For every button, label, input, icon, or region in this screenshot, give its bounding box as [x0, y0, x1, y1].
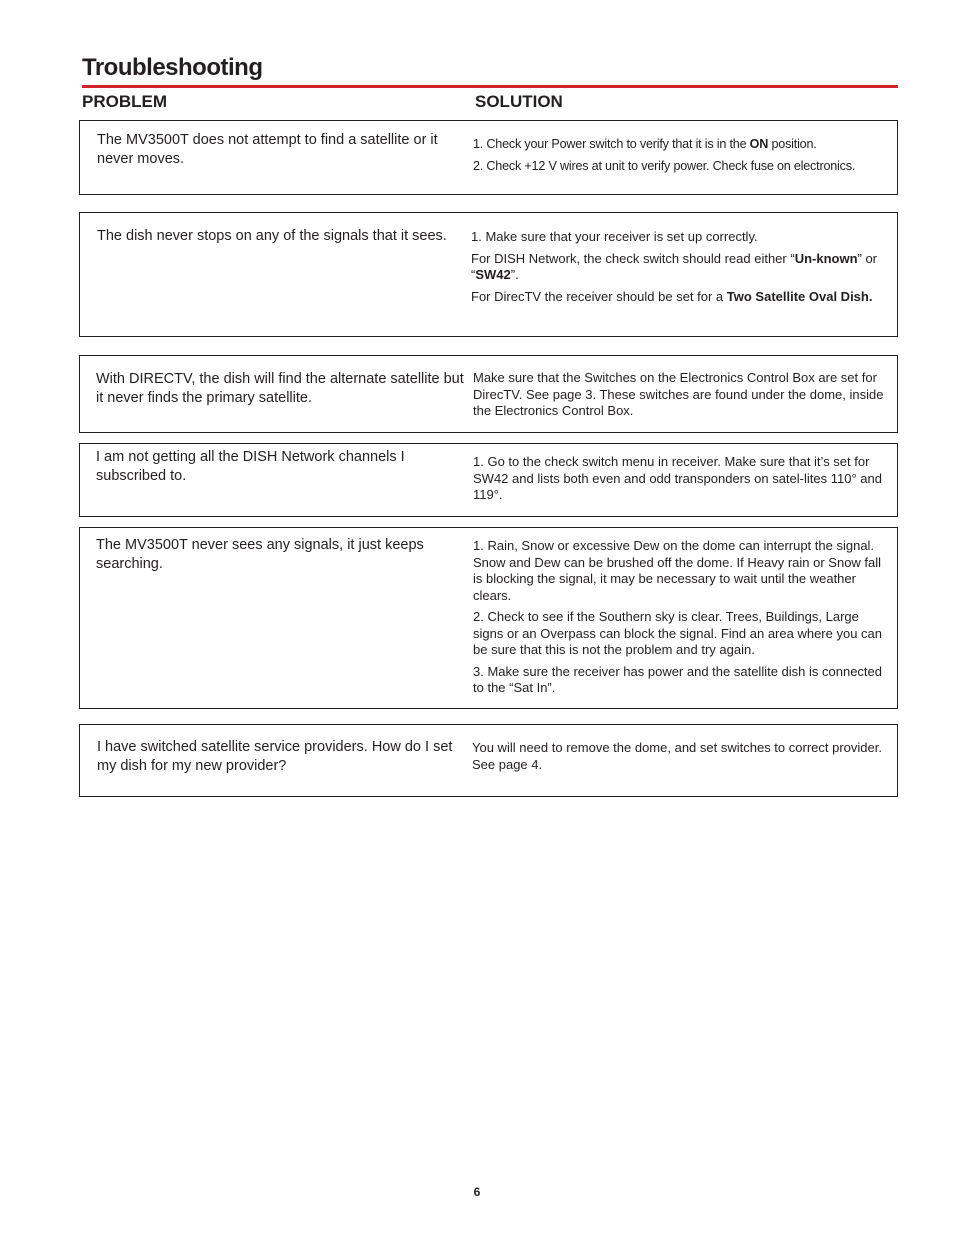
solution-step: 1. Make sure that your receiver is set up correctly.	[471, 229, 758, 244]
solution-step: You will need to remove the dome, and set switches to correct provider. See page 4.	[472, 740, 882, 772]
problem-text: With DIRECTV, the dish will find the alternate satellite but it never finds the primary satellite.	[96, 371, 464, 406]
solution-text	[473, 538, 887, 697]
problem-text: I am not getting all the DISH Network channels I subscribed to.	[96, 449, 405, 484]
problem-text: The dish never stops on any of the signals that it sees.	[97, 228, 447, 244]
page-number: 6	[473, 1185, 481, 1199]
problem-text: The MV3500T never sees any signals, it just keeps searching.	[96, 537, 424, 572]
troubleshooting-row	[79, 724, 898, 797]
solution-text	[473, 370, 887, 420]
troubleshooting-row	[79, 120, 898, 195]
solution-text	[473, 454, 887, 504]
solution-step: For DirecTV the receiver should be set for a Two Satellite Oval Dish.	[471, 288, 873, 304]
problem-text: I have switched satellite service providers. How do I set my dish for my new provider?	[97, 739, 453, 774]
solution-text	[471, 229, 885, 305]
solution-step: 2. Check +12 V wires at unit to verify power. Check fuse on electronics.	[473, 158, 856, 173]
solution-step: 2. Check to see if the Southern sky is clear. Trees, Buildings, Large signs or an Overpass can block the signal. Find an area where you can be sure that this is not the problem and try again.	[473, 609, 883, 657]
troubleshooting-row	[79, 443, 898, 517]
page-title: Troubleshooting	[82, 54, 263, 81]
solution-step: Make sure that the Switches on the Electronics Control Box are set for DirecTV. See page 3. These switches are found under the dome, inside the Electronics Control Box.	[473, 370, 884, 418]
problem-text: The MV3500T does not attempt to find a satellite or it never moves.	[97, 132, 438, 167]
title-rule	[82, 85, 898, 88]
solution-step: 1. Check your Power switch to verify that it is in the ON position.	[473, 137, 817, 151]
solution-column-header: SOLUTION	[475, 92, 563, 111]
troubleshooting-row	[79, 212, 898, 337]
solution-step: 1. Go to the check switch menu in receiver. Make sure that it’s set for SW42 and lists both even and odd transponders on satel-lites 110° and 119°.	[473, 454, 882, 502]
solution-text	[473, 136, 887, 179]
troubleshooting-row	[79, 355, 898, 433]
solution-text	[472, 740, 886, 773]
solution-step: 3. Make sure the receiver has power and the satellite dish is connected to the “Sat In”.	[473, 663, 883, 695]
troubleshooting-row	[79, 527, 898, 709]
problem-column-header: PROBLEM	[82, 92, 167, 111]
solution-step: For DISH Network, the check switch should read either “Un-known” or “SW42”.	[471, 250, 878, 282]
solution-step: 1. Rain, Snow or excessive Dew on the dome can interrupt the signal. Snow and Dew can be brushed off the dome. If Heavy rain or Snow fall is blocking the signal, it may be necessary to wait until the weather clears.	[473, 538, 882, 603]
